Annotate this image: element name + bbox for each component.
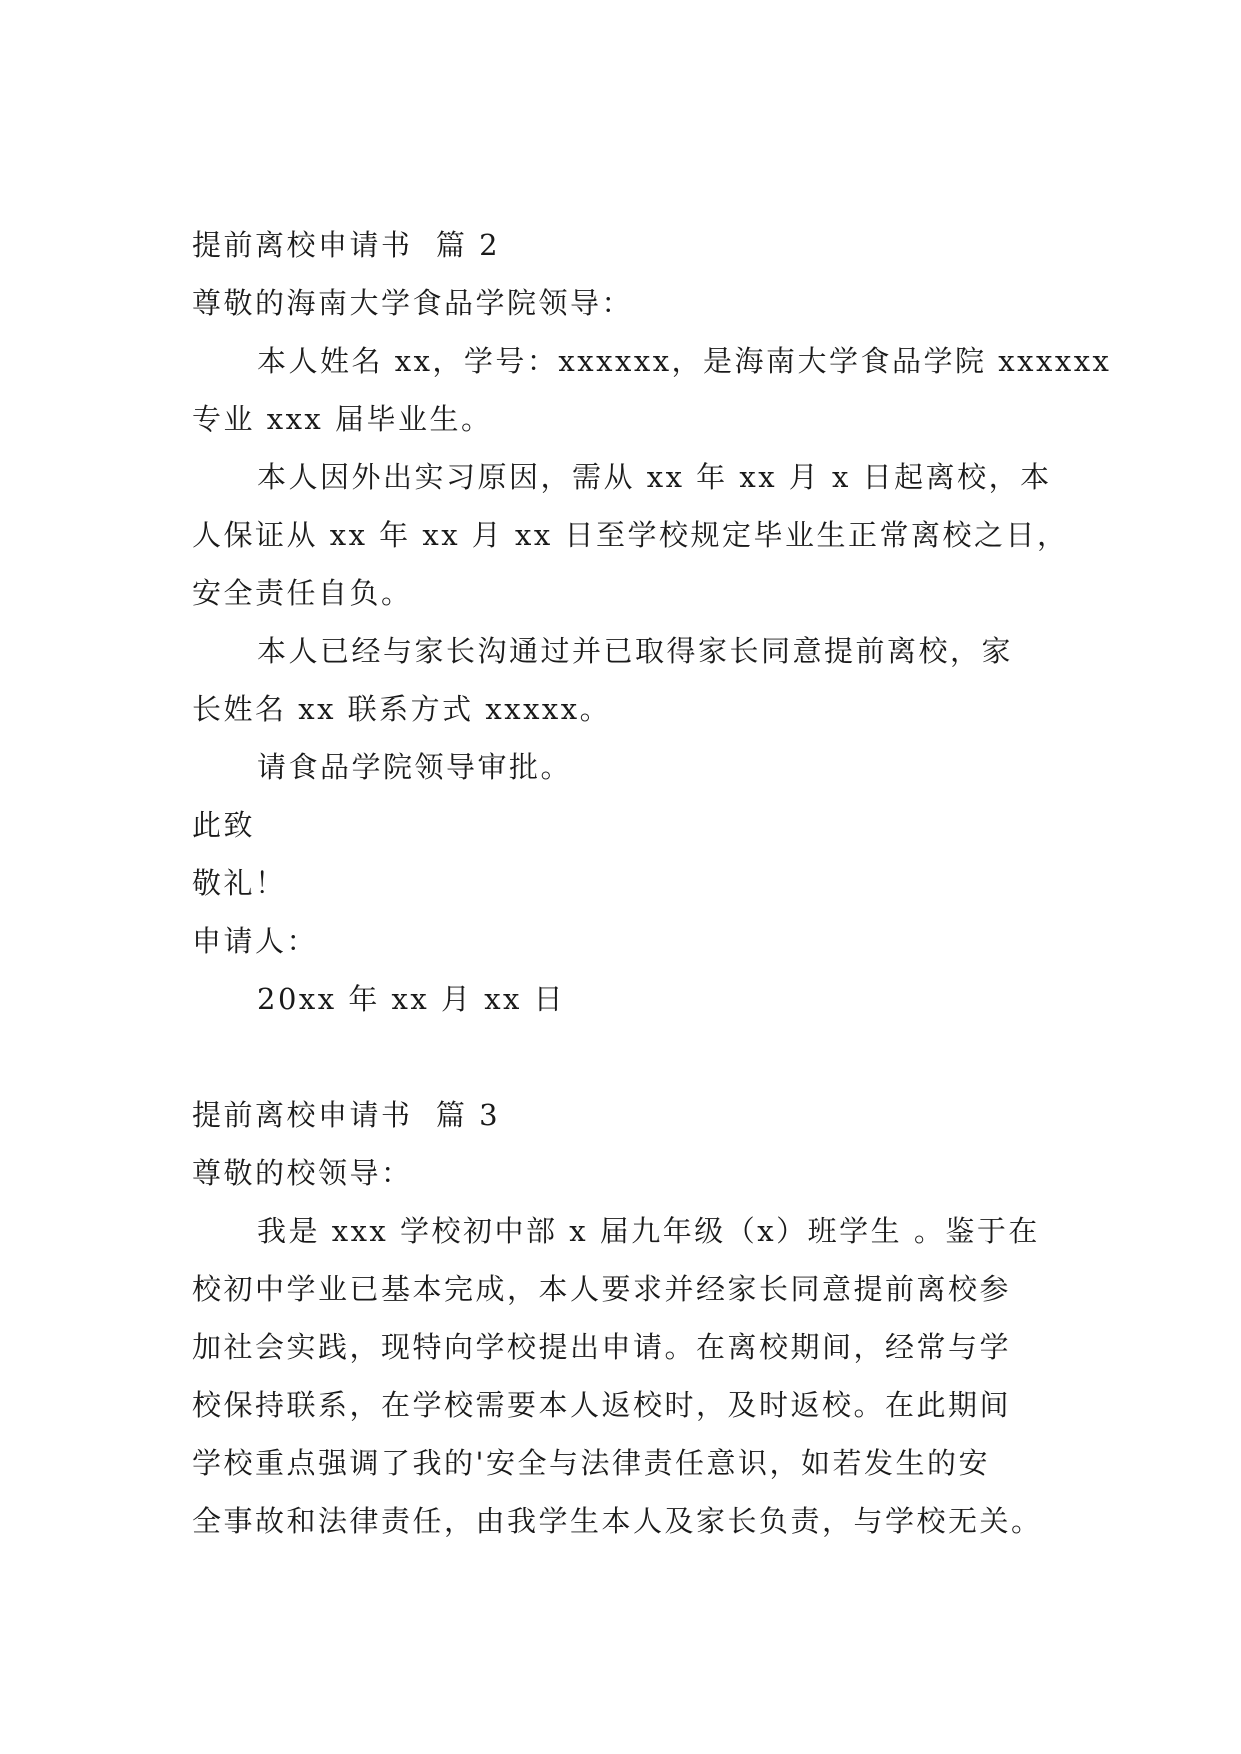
section-2-paragraph-4: 请食品学院领导审批。 — [257, 750, 573, 784]
section-3-line-4: 校保持联系，在学校需要本人返校时，及时返校。在此期间 — [192, 1388, 1012, 1422]
section-2-applicant: 申请人： — [192, 924, 319, 958]
section-3-line-3: 加社会实践，现特向学校提出申请。在离校期间，经常与学 — [192, 1330, 1012, 1364]
section-2-paragraph-2-line-1: 本人因外出实习原因，需从 xx 年 xx 月 x 日起离校，本 — [257, 460, 1052, 494]
section-3-line-6: 全事故和法律责任，由我学生本人及家长负责，与学校无关。 — [192, 1504, 1043, 1538]
section-2-closing-2: 敬礼！ — [192, 866, 287, 900]
section-3-line-5: 学校重点强调了我的'安全与法律责任意识，如若发生的安 — [192, 1446, 990, 1480]
section-2-date: 20xx 年 xx 月 xx 日 — [257, 982, 566, 1016]
section-2-paragraph-2-line-3: 安全责任自负。 — [192, 576, 413, 610]
section-2-closing-1: 此致 — [192, 808, 256, 842]
section-2-salutation: 尊敬的海南大学食品学院领导： — [192, 286, 634, 320]
section-2-paragraph-3-line-2: 长姓名 xx 联系方式 xxxxx。 — [192, 692, 612, 726]
section-2-paragraph-1-line-1: 本人姓名 xx，学号：xxxxxx，是海南大学食品学院 xxxxxx — [257, 344, 1112, 378]
section-2-paragraph-3-line-1: 本人已经与家长沟通过并已取得家长同意提前离校，家 — [257, 634, 1014, 668]
section-3-title: 提前离校申请书 篇 3 — [192, 1098, 501, 1132]
section-2-paragraph-1-line-2: 专业 xxx 届毕业生。 — [192, 402, 493, 436]
section-2-title: 提前离校申请书 篇 2 — [192, 228, 501, 262]
section-3-line-2: 校初中学业已基本完成，本人要求并经家长同意提前离校参 — [192, 1272, 1012, 1306]
section-3-salutation: 尊敬的校领导： — [192, 1156, 413, 1190]
section-2-paragraph-2-line-2: 人保证从 xx 年 xx 月 xx 日至学校规定毕业生正常离校之日， — [192, 518, 1069, 552]
section-3-line-1: 我是 xxx 学校初中部 x 届九年级（x）班学生 。鉴于在 — [257, 1214, 1040, 1248]
